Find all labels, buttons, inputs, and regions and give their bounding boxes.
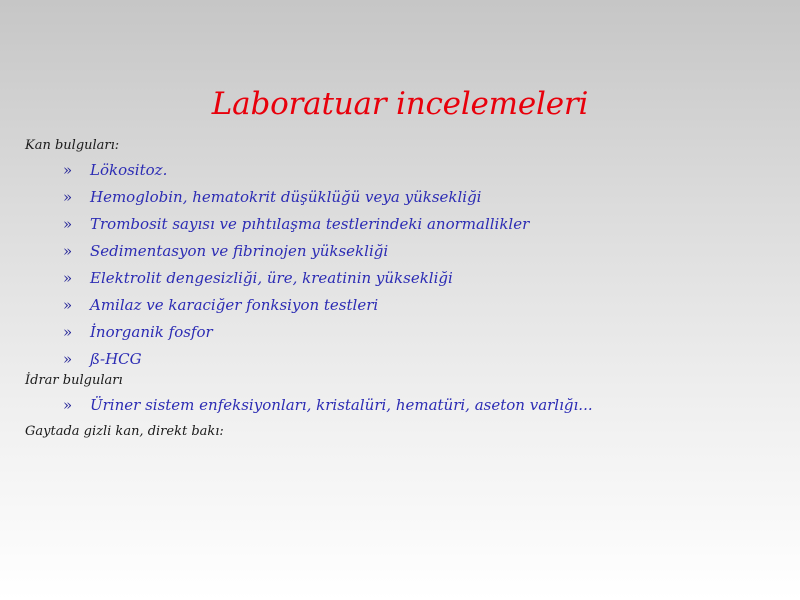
section-heading-stool: Gaytada gizli kan, direkt bakı: [25,424,224,439]
bullet-icon: » [63,296,73,314]
list-item-text: Elektrolit dengesizliği, üre, kreatinin yüksekliği [90,269,453,287]
slide-title: Laboratuar incelemeleri [211,86,589,122]
list-item-text: İnorganik fosfor [90,323,213,341]
list-item-text: ß-HCG [90,350,142,368]
bullet-icon: » [63,396,73,414]
bullet-icon: » [63,242,73,260]
list-item-text: Amilaz ve karaciğer fonksiyon testleri [90,296,379,314]
list-item-text: Sedimentasyon ve fibrinojen yüksekliği [90,242,389,260]
bullet-icon: » [63,188,73,206]
bullet-icon: » [63,215,73,233]
list-item-text: Lökositoz. [90,161,168,179]
list-item-text: Üriner sistem enfeksiyonları, kristalüri, hematüri, aseton varlığı... [90,396,593,414]
bullet-icon: » [63,323,73,341]
bullet-icon: » [63,161,73,179]
section-heading-blood: Kan bulguları: [25,138,120,153]
bullet-icon: » [63,269,73,287]
list-item-text: Hemoglobin, hematokrit düşüklüğü veya yüksekliği [90,188,482,206]
bullet-icon: » [63,350,73,368]
list-item-text: Trombosit sayısı ve pıhtılaşma testlerindeki anormallikler [90,215,530,233]
section-heading-urine: İdrar bulguları [25,373,123,388]
